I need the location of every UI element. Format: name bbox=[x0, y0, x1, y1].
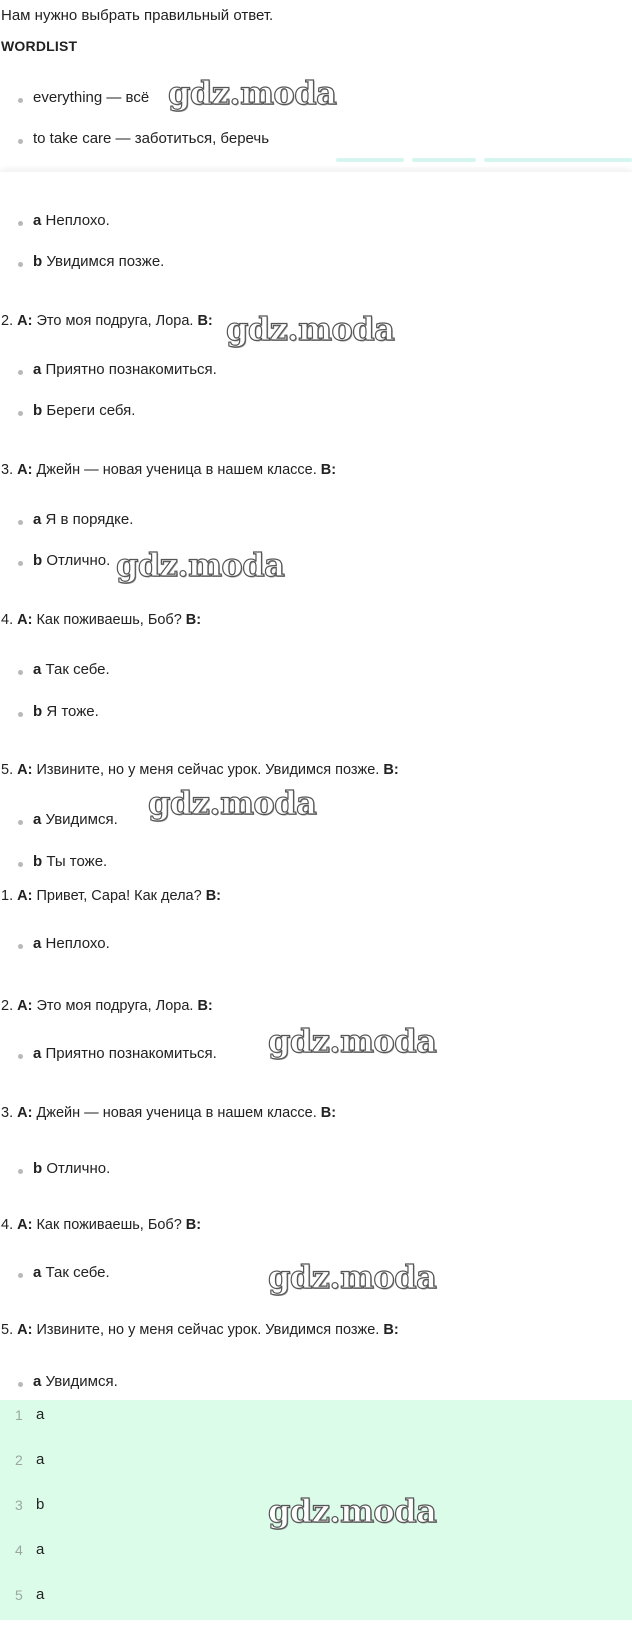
divider bbox=[484, 158, 632, 162]
option-b: b Отлично. bbox=[33, 552, 111, 569]
option-b: b Ты тоже. bbox=[33, 853, 108, 870]
question-1: 1. A: Привет, Сара! Как дела? B: bbox=[1, 888, 222, 904]
watermark: gdz.moda bbox=[268, 1492, 437, 1530]
answer-value: a bbox=[36, 1406, 45, 1423]
bullet-icon bbox=[18, 561, 23, 566]
answer-option: a Приятно познакомиться. bbox=[33, 1045, 217, 1062]
answer-value: a bbox=[36, 1586, 45, 1603]
answer-number: 1 bbox=[15, 1407, 23, 1423]
bullet-icon bbox=[18, 262, 23, 267]
answer-value: b bbox=[36, 1496, 45, 1513]
watermark: gdz.moda bbox=[168, 74, 337, 112]
question-5: 5. A: Извините, но у меня сейчас урок. Увидимся позже. B: bbox=[1, 1322, 399, 1338]
option-a: a Так себе. bbox=[33, 661, 110, 678]
bullet-icon bbox=[18, 98, 23, 103]
question-4: 4. A: Как поживаешь, Боб? B: bbox=[1, 1217, 202, 1233]
bullet-icon bbox=[18, 221, 23, 226]
divider bbox=[336, 158, 404, 162]
question-4: 4. A: Как поживаешь, Боб? B: bbox=[1, 612, 202, 628]
answer-number: 3 bbox=[15, 1497, 23, 1513]
watermark: gdz.moda bbox=[268, 1258, 437, 1296]
watermark: gdz.moda bbox=[268, 1022, 437, 1060]
answer-number: 4 bbox=[15, 1542, 23, 1558]
question-5: 5. A: Извините, но у меня сейчас урок. Увидимся позже. B: bbox=[1, 762, 399, 778]
section-divider bbox=[0, 172, 632, 184]
bullet-icon bbox=[18, 1273, 23, 1278]
question-3: 3. A: Джейн — новая ученица в нашем классе. B: bbox=[1, 462, 337, 478]
bullet-icon bbox=[18, 670, 23, 675]
watermark: gdz.moda bbox=[226, 310, 395, 348]
option-b: b Береги себя. bbox=[33, 402, 136, 419]
bullet-icon bbox=[18, 1054, 23, 1059]
bullet-icon bbox=[18, 520, 23, 525]
wordlist-title: WORDLIST bbox=[1, 38, 78, 54]
answer-option: a Так себе. bbox=[33, 1264, 110, 1281]
bullet-icon bbox=[18, 139, 23, 144]
bullet-icon bbox=[18, 370, 23, 375]
watermark: gdz.moda bbox=[116, 546, 285, 584]
bullet-icon bbox=[18, 1382, 23, 1387]
wordlist-item: everything — всё bbox=[33, 89, 150, 106]
option-b: b Я тоже. bbox=[33, 703, 99, 720]
answer-option: a Неплохо. bbox=[33, 935, 110, 952]
bullet-icon bbox=[18, 820, 23, 825]
answer-value: a bbox=[36, 1541, 45, 1558]
question-2: 2. A: Это моя подруга, Лора. B: bbox=[1, 313, 213, 329]
answer-option: b Отлично. bbox=[33, 1160, 111, 1177]
answer-number: 5 bbox=[15, 1587, 23, 1603]
option-b: b Увидимся позже. bbox=[33, 253, 165, 270]
bullet-icon bbox=[18, 411, 23, 416]
bullet-icon bbox=[18, 944, 23, 949]
answer-value: a bbox=[36, 1451, 45, 1468]
question-2: 2. A: Это моя подруга, Лора. B: bbox=[1, 998, 213, 1014]
answer-number: 2 bbox=[15, 1452, 23, 1468]
option-a: a Увидимся. bbox=[33, 811, 118, 828]
question-3: 3. A: Джейн — новая ученица в нашем классе. B: bbox=[1, 1105, 337, 1121]
watermark: gdz.moda bbox=[148, 784, 317, 822]
intro-text: Нам нужно выбрать правильный ответ. bbox=[1, 7, 274, 24]
answer-option: a Увидимся. bbox=[33, 1373, 118, 1390]
bullet-icon bbox=[18, 1169, 23, 1174]
bullet-icon bbox=[18, 862, 23, 867]
option-a: a Приятно познакомиться. bbox=[33, 361, 217, 378]
wordlist-item: to take care — заботиться, беречь bbox=[33, 130, 270, 147]
divider bbox=[412, 158, 476, 162]
option-a: a Неплохо. bbox=[33, 212, 110, 229]
bullet-icon bbox=[18, 712, 23, 717]
option-a: a Я в порядке. bbox=[33, 511, 134, 528]
